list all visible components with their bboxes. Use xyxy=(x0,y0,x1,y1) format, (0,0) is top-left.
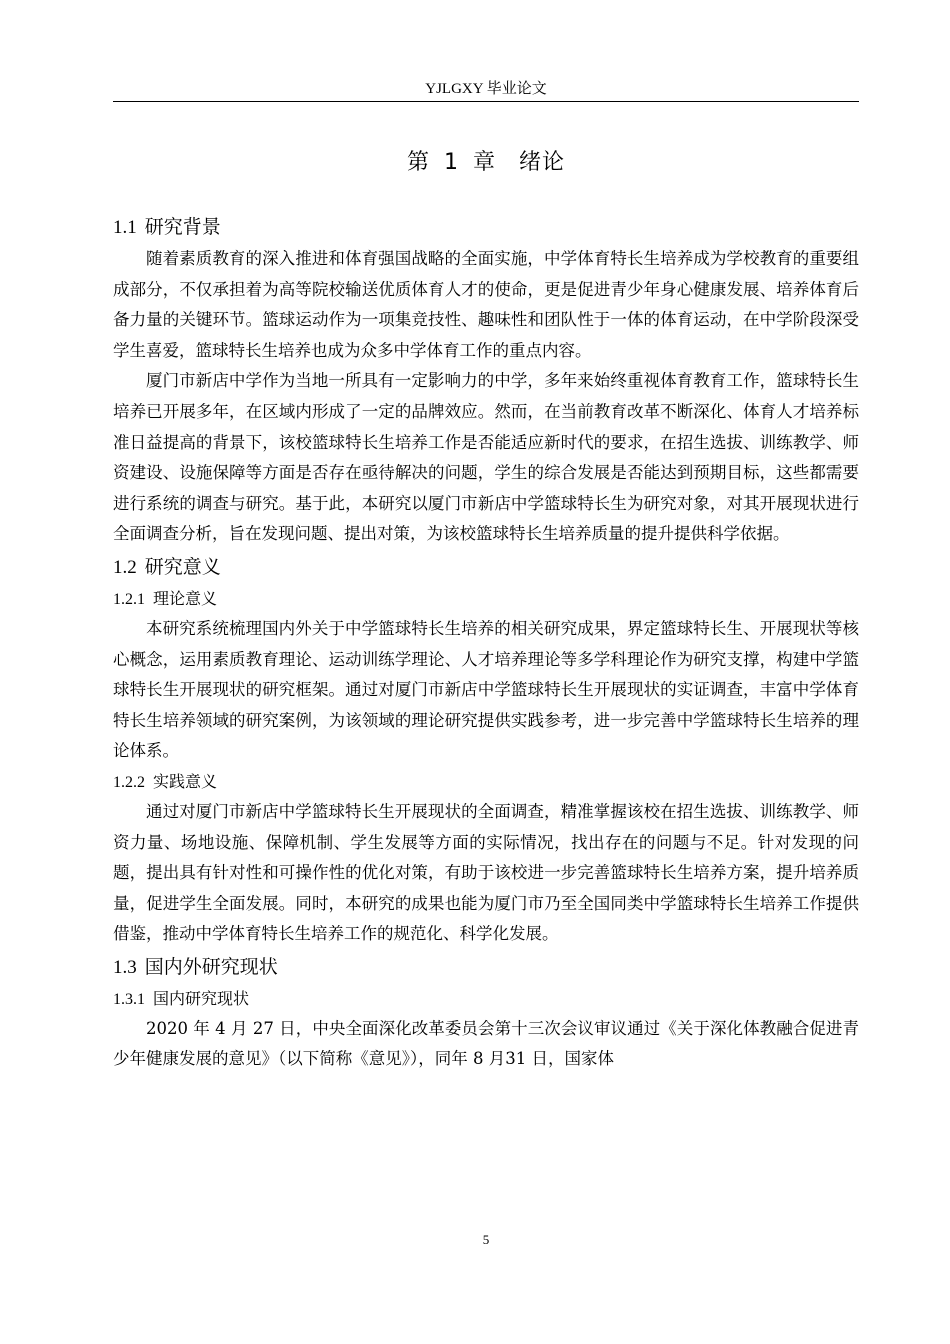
subsection-title: 理论意义 xyxy=(153,588,218,608)
page-header: YJLGXY 毕业论文 xyxy=(425,81,547,97)
paragraph: 随着素质教育的深入推进和体育强国战略的全面实施，中学体育特长生培养成为学校教育的重要组成部分，不仅承担着为高等院校输送优质体育人才的使命，更是促进青少年身心健康发展、培养体育后备力量的关键环节。篮球运动作为一项集竞技性、趣味性和团队性于一体的体育运动，在中学阶段深受学生喜爱，篮球特长生培养也成为众多中学体育工作的重点内容。 xyxy=(113,249,859,360)
section-number: 1.2 xyxy=(113,556,137,578)
section-heading-1-3 xyxy=(113,950,859,984)
main-content xyxy=(113,210,859,1075)
section-title: 研究意义 xyxy=(144,555,221,578)
subsection-heading-1-2-2 xyxy=(113,767,859,797)
subsection-heading-1-3-1 xyxy=(113,984,859,1014)
paragraph: 通过对厦门市新店中学篮球特长生开展现状的全面调查，精准掌握该校在招生选拔、训练教学、师资力量、场地设施、保障机制、学生发展等方面的实际情况，找出存在的问题与不足。针对发现的问题，提出具有针对性和可操作性的优化对策，有助于该校进一步完善篮球特长生培养方案，提升培养质量，促进学生全面发展。同时，本研究的成果也能为厦门市乃至全国同类中学篮球特长生培养工作提供借鉴，推动中学体育特长生培养工作的规范化、科学化发展。 xyxy=(113,801,859,944)
subsection-heading-1-2-1 xyxy=(113,584,859,614)
section-number: 1.3 xyxy=(113,956,137,978)
paragraph: 厦门市新店中学作为当地一所具有一定影响力的中学，多年来始终重视体育教育工作，篮球特长生培养已开展多年，在区域内形成了一定的品牌效应。然而，在当前教育改革不断深化、体育人才培养标准日益提高的背景下，该校篮球特长生培养工作是否能适应新时代的要求，在招生选拔、训练教学、师资建设、设施保障等方面是否存在亟待解决的问题，学生的综合发展是否能达到预期目标，这些都需要进行系统的调查与研究。基于此，本研究以厦门市新店中学篮球特长生为研究对象，对其开展现状进行全面调查分析，旨在发现问题、提出对策，为该校篮球特长生培养质量的提升提供科学依据。 xyxy=(113,371,859,544)
subsection-number: 1.2.1 xyxy=(113,590,145,608)
section-heading-1-2 xyxy=(113,550,859,584)
subsection-title: 实践意义 xyxy=(153,771,218,791)
subsection-number: 1.2.2 xyxy=(113,773,145,791)
paragraph: 2020 年 4 月 27 日，中央全面深化改革委员会第十三次会议审议通过《关于深化体教融合促进青少年健康发展的意见》（以下简称《意见》），同年 8 月31 日，国家体 xyxy=(113,1018,859,1069)
paragraph: 本研究系统梳理国内外关于中学篮球特长生培养的相关研究成果，界定篮球特长生、开展现状等核心概念，运用素质教育理论、运动训练学理论、人才培养理论等多学科理论作为研究支撑，构建中学篮球特长生开展现状的研究框架。通过对厦门市新店中学篮球特长生开展现状的实证调查，丰富中学体育特长生培养领域的研究案例，为该领域的理论研究提供实践参考，进一步完善中学篮球特长生培养的理论体系。 xyxy=(113,618,859,761)
section-heading-1-1 xyxy=(113,210,859,244)
subsection-number: 1.3.1 xyxy=(113,990,145,1008)
chapter-title: 第 1 章 绪论 xyxy=(407,150,565,175)
page-number: 5 xyxy=(482,1232,490,1247)
header-rule xyxy=(113,101,859,102)
section-title: 研究背景 xyxy=(144,216,221,238)
section-title: 国内外研究现状 xyxy=(144,955,278,978)
section-number: 1.1 xyxy=(113,217,137,238)
subsection-title: 国内研究现状 xyxy=(153,988,250,1008)
